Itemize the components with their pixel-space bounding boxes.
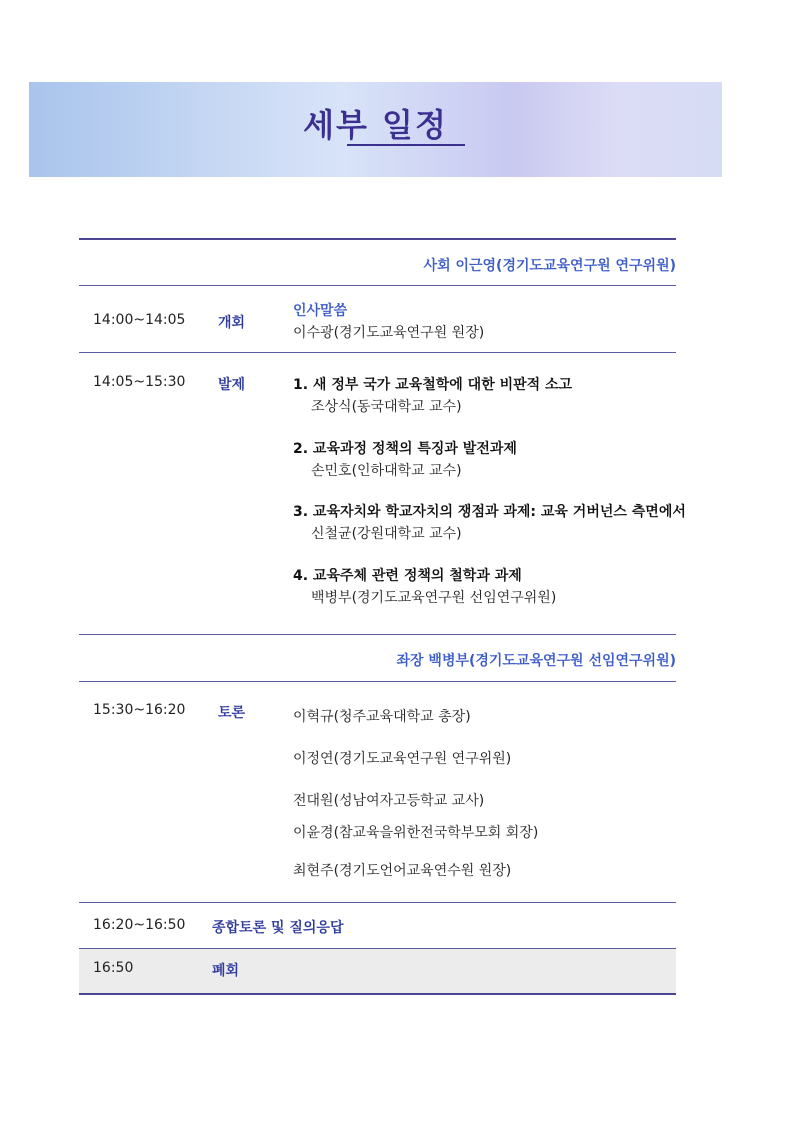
closing-row-background [79, 949, 676, 994]
discussion-time: 15:30~16:20 [93, 702, 186, 718]
talk-title: 4. 교육주체 관련 정책의 철학과 과제 [293, 568, 522, 584]
opening-sub: 인사말씀 [293, 303, 348, 319]
chair-row: 좌장 백병부(경기도교육연구원 선임연구위원) [396, 653, 676, 669]
talk-speaker: 백병부(경기도교육연구원 선임연구위원) [311, 590, 557, 606]
panelist: 전대원(성남여자고등학교 교사) [293, 793, 485, 809]
page-title: 세부 일정 [303, 106, 448, 144]
talk-speaker: 조상식(동국대학교 교수) [311, 399, 462, 415]
opening-speaker: 이수광(경기도교육연구원 원장) [293, 325, 485, 341]
host-row: 사회 이근영(경기도교육연구원 연구위원) [423, 258, 676, 274]
divider [79, 285, 676, 286]
talk-title: 3. 교육자치와 학교자치의 쟁점과 과제: 교육 거버넌스 측면에서 [293, 504, 686, 520]
divider [79, 902, 676, 903]
discussion-tag: 토론 [218, 705, 246, 721]
general-tag: 종합토론 및 질의응답 [212, 920, 344, 936]
table-bottom-rule [79, 993, 676, 995]
talk-title: 2. 교육과정 정책의 특징과 발전과제 [293, 441, 517, 457]
table-top-rule [79, 238, 676, 240]
panelist: 이혁규(청주교육대학교 총장) [293, 709, 471, 725]
panelist: 최현주(경기도언어교육연수원 원장) [293, 863, 512, 879]
talk-title: 1. 새 정부 국가 교육철학에 대한 비판적 소고 [293, 377, 573, 393]
title-banner [29, 82, 722, 177]
presentation-tag: 발제 [218, 377, 246, 393]
divider [79, 681, 676, 682]
divider [79, 352, 676, 353]
panelist: 이윤경(참교육을위한전국학부모회 회장) [293, 825, 539, 841]
divider [79, 634, 676, 635]
talk-speaker: 신철균(강원대학교 교수) [311, 526, 462, 542]
talk-speaker: 손민호(인하대학교 교수) [311, 463, 462, 479]
closing-tag: 폐회 [212, 963, 240, 979]
presentation-time: 14:05~15:30 [93, 374, 186, 390]
panelist: 이정연(경기도교육연구원 연구위원) [293, 751, 512, 767]
general-time: 16:20~16:50 [93, 917, 186, 933]
opening-tag: 개회 [218, 315, 246, 331]
closing-time: 16:50 [93, 960, 134, 976]
opening-time: 14:00~14:05 [93, 312, 186, 328]
title-underline [347, 144, 465, 146]
